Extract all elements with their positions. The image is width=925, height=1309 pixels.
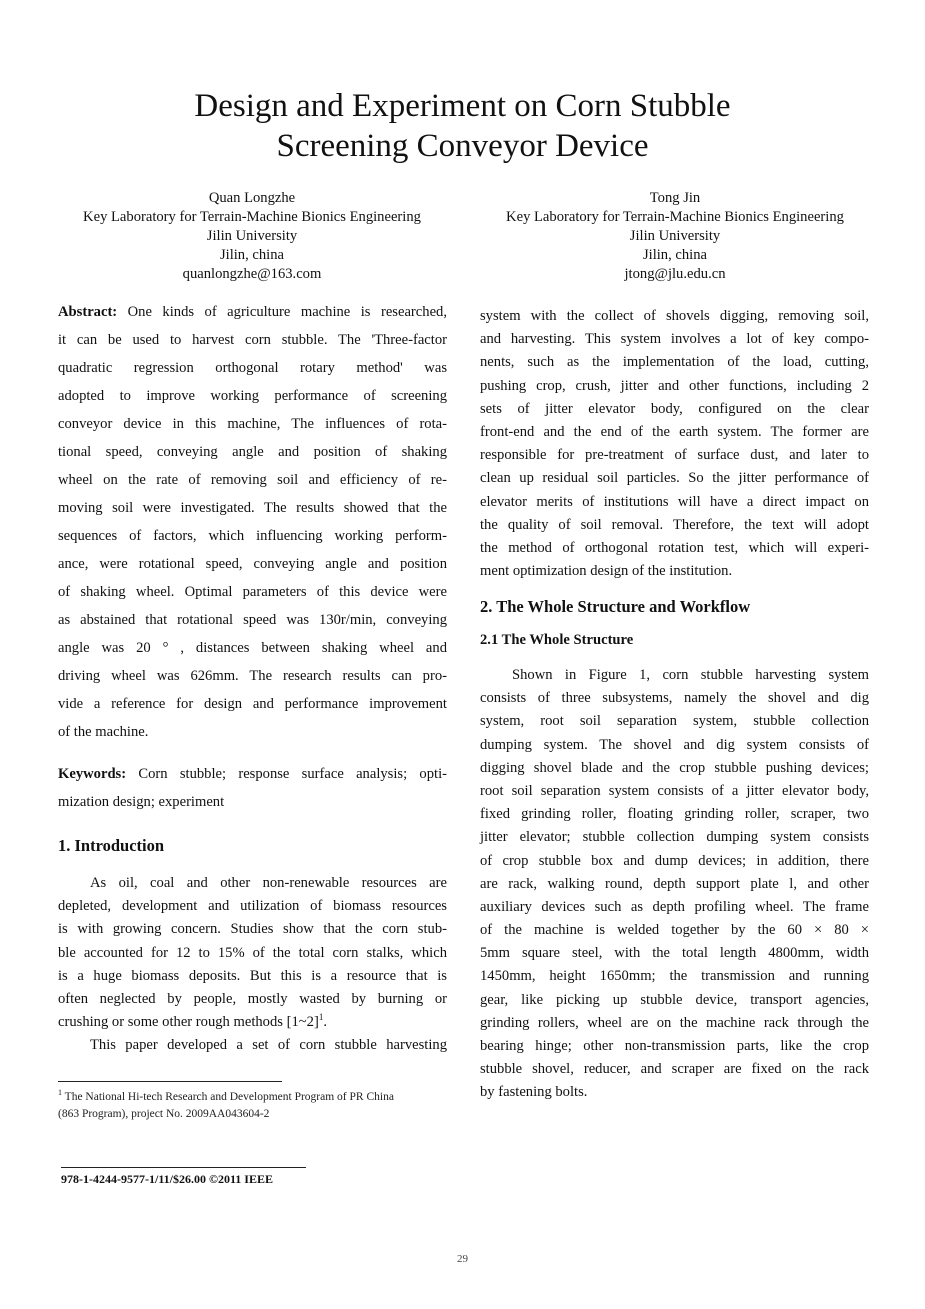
paragraph-line: front-end and the end of the earth system. The former are bbox=[480, 423, 869, 440]
footnote bbox=[58, 1089, 438, 1123]
paragraph-line: are rack, walking round, depth support plate l, and other bbox=[480, 875, 869, 892]
abstract-line: of shaking wheel. Optimal parameters of this device were bbox=[58, 584, 447, 600]
abstract-line: driving wheel was 626mm. The research results can pro- bbox=[58, 668, 447, 684]
footnote-divider bbox=[58, 1081, 282, 1082]
author-block bbox=[463, 189, 887, 284]
paragraph-line: auxiliary devices such as depth profiling wheel. The frame bbox=[480, 898, 869, 915]
section-heading-introduction: 1. Introduction bbox=[58, 836, 165, 855]
abstract-line: sequences of factors, which influencing working perform- bbox=[58, 528, 447, 544]
paragraph-line: pushing crop, crush, jitter and other functions, including 2 bbox=[480, 377, 869, 394]
paragraph-line: is with growing concern. Studies show that the corn stub- bbox=[58, 921, 447, 938]
abstract-line: quadratic regression orthogonal rotary method' was bbox=[58, 360, 447, 376]
isbn-divider bbox=[61, 1167, 306, 1168]
paragraph-line: 1450mm, height 1650mm; the transmission and running bbox=[480, 968, 869, 985]
footnote-line: (863 Program), project No. 2009AA043604-2 bbox=[58, 1108, 270, 1120]
abstract-line: moving soil were investigated. The results showed that the bbox=[58, 500, 447, 516]
paragraph-line: nents, such as the implementation of the load, cutting, bbox=[480, 354, 869, 371]
paragraph-line: jitter elevator; stubble collection dumping system consists bbox=[480, 829, 869, 846]
abstract-line: Abstract: One kinds of agriculture machine is researched, bbox=[58, 304, 447, 320]
paper-title bbox=[0, 86, 925, 166]
introduction-continuation bbox=[480, 305, 869, 583]
keywords bbox=[58, 760, 447, 816]
paragraph-line: ment optimization design of the institution. bbox=[480, 563, 733, 580]
paragraph-line: elevator merits of institutions will have a direct impact on bbox=[480, 493, 869, 510]
paragraph-line: often neglected by people, mostly wasted by burning or bbox=[58, 990, 447, 1007]
paragraph-line: is a huge biomass deposits. But this is a resource that is bbox=[58, 967, 447, 984]
author-email[interactable]: quanlongzhe@163.com bbox=[182, 266, 322, 282]
paragraph-line: system with the collect of shovels digging, removing soil, bbox=[480, 308, 869, 324]
paragraph-line: gear, like picking up stubble device, transport agencies, bbox=[480, 991, 869, 1008]
paragraph-line: stubble shovel, reducer, and scraper are fixed on the rack bbox=[480, 1061, 869, 1078]
paragraph-line: of crop stubble box and dump devices; in addition, there bbox=[480, 852, 869, 869]
paragraph-line: fixed grinding roller, floating grinding roller, scraper, two bbox=[480, 806, 869, 823]
abstract-line: of the machine. bbox=[58, 724, 149, 740]
page-number: 29 bbox=[457, 1253, 468, 1265]
author-university: Jilin University bbox=[629, 228, 721, 244]
author-location: Jilin, china bbox=[642, 247, 708, 263]
title-line: Screening Conveyor Device bbox=[276, 128, 649, 164]
paragraph-line: consists of three subsystems, namely the shovel and dig bbox=[480, 690, 869, 707]
author-university: Jilin University bbox=[206, 228, 298, 244]
author-location: Jilin, china bbox=[219, 247, 285, 263]
paragraph-line: sets of jitter elevator body, configured on the clear bbox=[480, 400, 869, 417]
keywords-line: Keywords: Corn stubble; response surface analysis; opti- bbox=[58, 766, 447, 782]
paragraph-line: grinding rollers, wheel are on the machine rack through the bbox=[480, 1014, 869, 1031]
paragraph-line: bearing hinge; other non-transmission parts, like the crop bbox=[480, 1038, 869, 1054]
paragraph-line: the quality of soil removal. Therefore, the text will adopt bbox=[480, 516, 869, 533]
paragraph-line: crushing or some other rough methods [1~2]$^1$. bbox=[58, 1012, 327, 1031]
paragraph-line: responsible for pre-treatment of surface dust, and later to bbox=[480, 447, 869, 464]
keywords-label: Keywords: bbox=[58, 766, 127, 782]
paragraph-line: by fastening bolts. bbox=[480, 1084, 588, 1101]
title-line: Design and Experiment on Corn Stubble bbox=[194, 88, 731, 124]
paragraph-line: and harvesting. This system involves a lot of key compo- bbox=[480, 331, 869, 348]
author-block bbox=[40, 189, 464, 284]
paragraph-line: This paper developed a set of corn stubble harvesting bbox=[90, 1037, 447, 1054]
footnote-ref[interactable]: 1 bbox=[318, 1012, 324, 1023]
paragraph-line: of the machine is welded together by the 60 × 80 × bbox=[480, 922, 869, 939]
author-affiliation: Key Laboratory for Terrain-Machine Bionics Engineering bbox=[506, 209, 844, 225]
section-heading-structure: 2. The Whole Structure and Workflow bbox=[480, 597, 751, 616]
footnote-line: $^1$ The National Hi-tech Research and Development Program of PR China bbox=[58, 1088, 394, 1103]
footnote-marker: 1 bbox=[58, 1088, 62, 1097]
subsection-heading-whole-structure: 2.1 The Whole Structure bbox=[480, 632, 634, 648]
abstract-line: it can be used to harvest corn stubble. The 'Three-factor bbox=[58, 332, 447, 348]
abstract-line: ance, were rotational speed, conveying angle and position bbox=[58, 556, 447, 572]
author-affiliation: Key Laboratory for Terrain-Machine Bionics Engineering bbox=[83, 209, 421, 225]
abstract-line: vide a reference for design and performance improvement bbox=[58, 696, 447, 712]
abstract-line: as abstained that rotational speed was 130r/min, conveying bbox=[58, 612, 447, 628]
paragraph-line: the method of orthogonal rotation test, which will experi- bbox=[480, 539, 869, 556]
structure-paragraph bbox=[480, 664, 869, 1105]
abstract-line: wheel on the rate of removing soil and efficiency of re- bbox=[58, 472, 447, 488]
introduction-paragraph bbox=[58, 872, 447, 1058]
isbn-copyright: 978-1-4244-9577-1/11/$26.00 ©2011 IEEE bbox=[61, 1172, 273, 1186]
paragraph-line: system, root soil separation system, stubble collection bbox=[480, 713, 869, 730]
paragraph-line: dumping system. The shovel and dig system consists of bbox=[480, 736, 869, 753]
author-name: Quan Longzhe bbox=[208, 190, 296, 206]
paragraph-line: digging shovel blade and the crop stubble pushing devices; bbox=[480, 759, 869, 776]
author-email[interactable]: jtong@jlu.edu.cn bbox=[624, 266, 726, 282]
abstract-line: adopted to improve working performance of screening bbox=[58, 388, 447, 404]
paragraph-line: Shown in Figure 1, corn stubble harvesting system bbox=[512, 667, 869, 683]
paragraph-line: 5mm square steel, with the total length 4800mm, width bbox=[480, 945, 869, 962]
keywords-line: mization design; experiment bbox=[58, 794, 225, 810]
paragraph-line: clean up residual soil particles. So the jitter performance of bbox=[480, 470, 869, 487]
author-name: Tong Jin bbox=[649, 190, 701, 206]
paragraph-line: ble accounted for 12 to 15% of the total corn stalks, which bbox=[58, 944, 447, 961]
abstract-line: tional speed, conveying angle and position of shaking bbox=[58, 444, 447, 460]
abstract-line: conveyor device in this machine, The influences of rota- bbox=[58, 416, 447, 432]
abstract-label: Abstract: bbox=[58, 304, 118, 320]
paragraph-line: root soil separation system consists of a jitter elevator body, bbox=[480, 782, 869, 799]
abstract bbox=[58, 298, 447, 746]
paragraph-line: As oil, coal and other non-renewable resources are bbox=[90, 875, 447, 891]
abstract-line: angle was 20 ° , distances between shaking wheel and bbox=[58, 640, 447, 656]
paragraph-line: depleted, development and utilization of biomass resources bbox=[58, 898, 447, 915]
